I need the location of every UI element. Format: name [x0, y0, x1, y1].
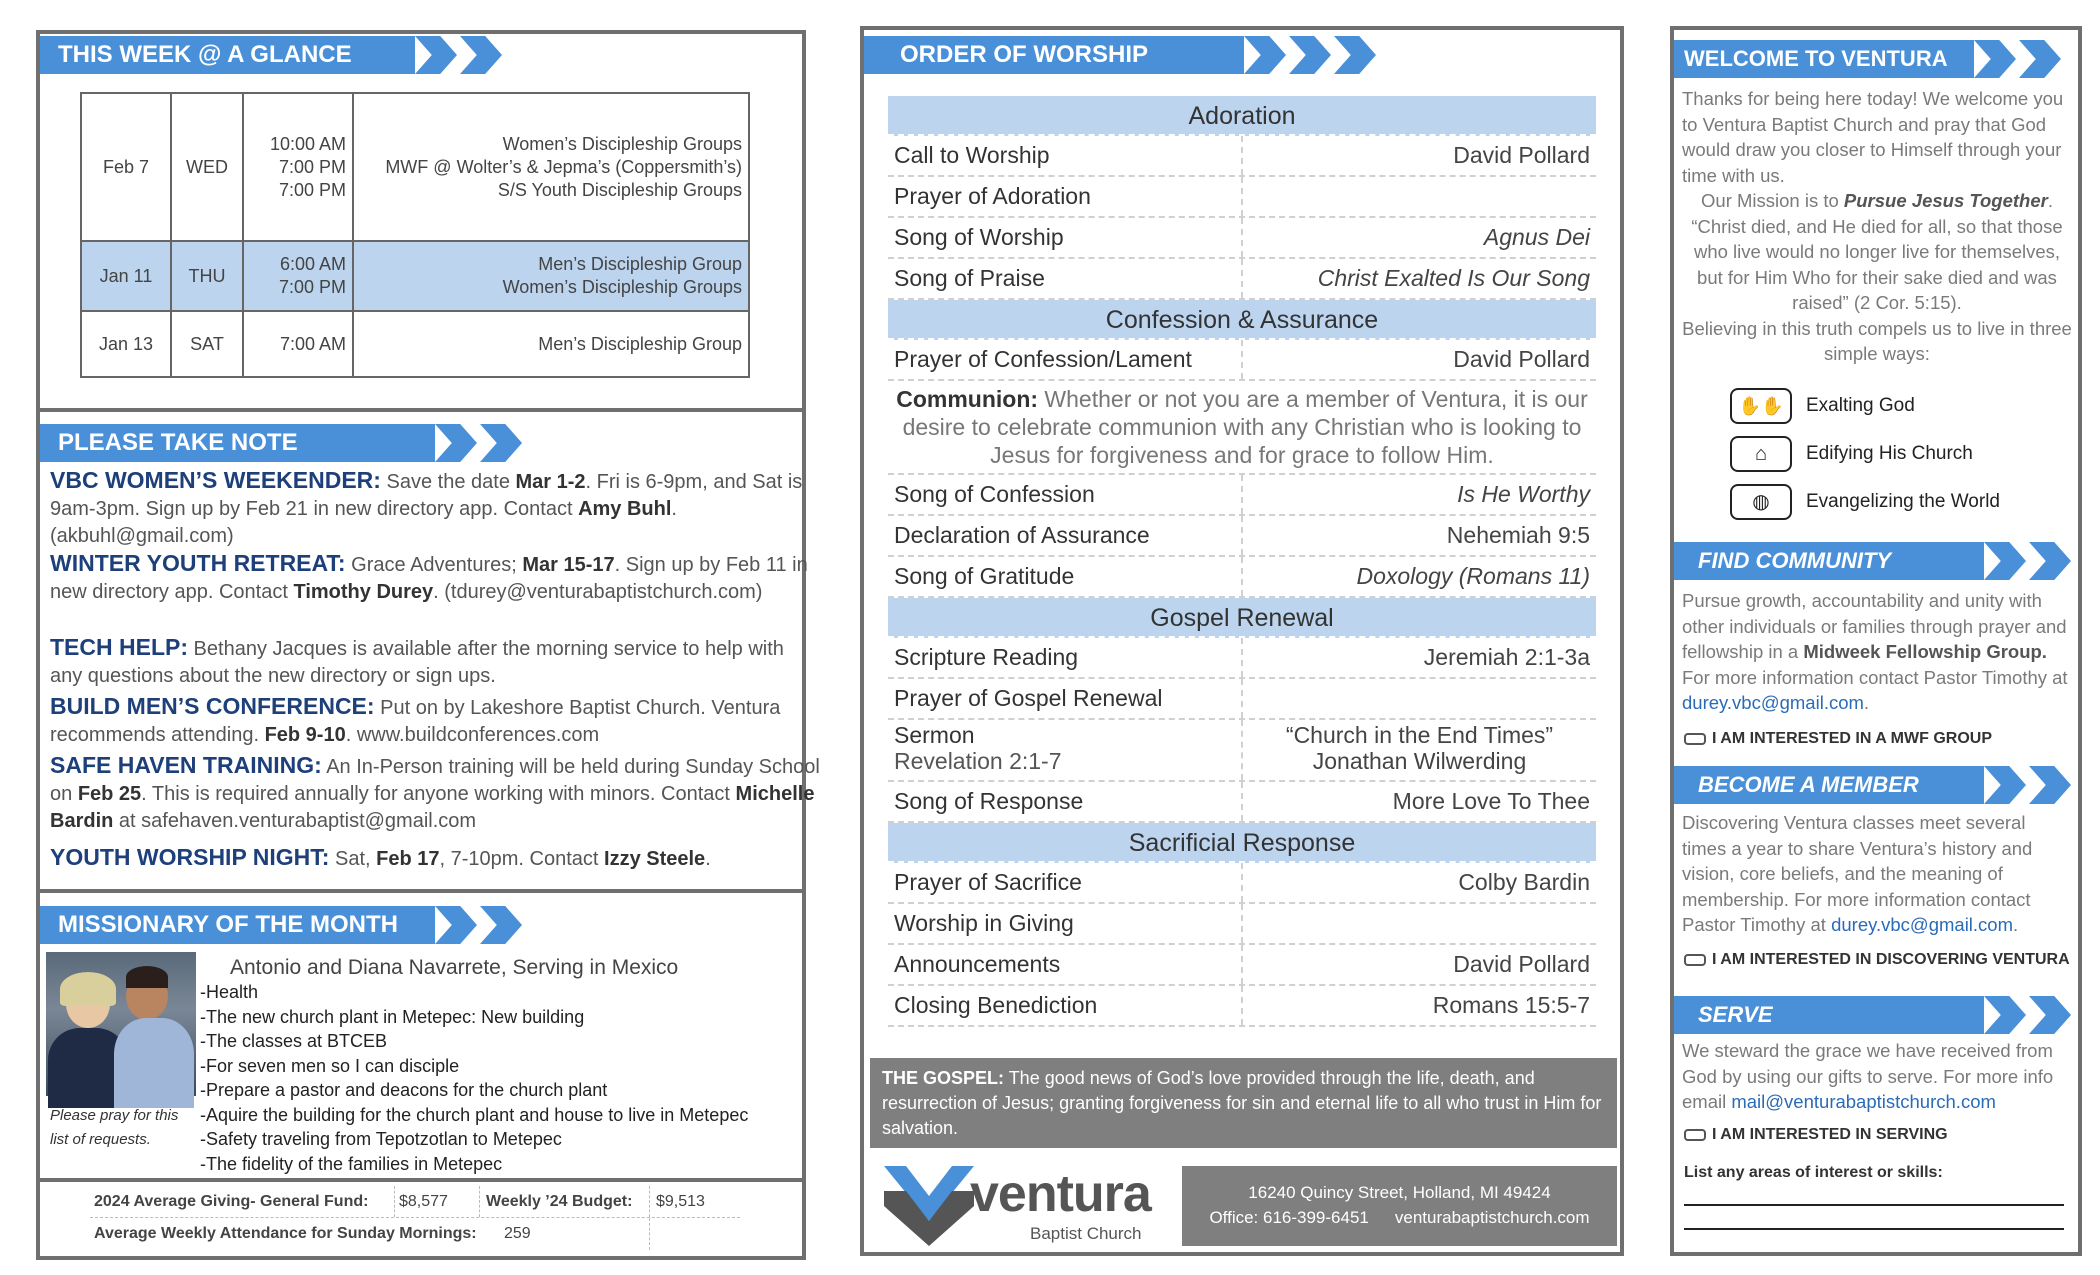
item-value — [1243, 904, 1596, 943]
event: Women’s Discipleship Groups — [502, 277, 742, 297]
way-label: Exalting God — [1806, 395, 1915, 416]
table-row — [81, 93, 749, 241]
serve-title: SERVE — [1698, 1002, 1773, 1027]
mission-bold: Pursue Jesus Together — [1843, 190, 2048, 211]
item-label: Scripture Reading — [888, 638, 1243, 677]
item-value: Nehemiah 9:5 — [1446, 522, 1590, 548]
worship-row — [888, 136, 1596, 177]
worship-header — [864, 36, 1244, 74]
missionary-photo — [46, 952, 196, 1096]
list-item: -The fidelity of the families in Metepec — [200, 1153, 503, 1174]
glance-header — [40, 36, 415, 74]
item-value: Colby Bardin — [1458, 869, 1590, 895]
office-phone: Office: 616-399-6451 — [1209, 1208, 1369, 1227]
member-text — [1682, 810, 2072, 938]
note-text: . Sign up by Feb 11 in new directory app. Contact — [50, 554, 808, 603]
note-text: Bethany Jacques is available after the morning service to help with any questions about the new directory or sign ups. — [50, 638, 784, 687]
item-value: David Pollard — [1453, 951, 1590, 977]
item-value — [1243, 177, 1596, 216]
item-value: Doxology (Romans 11) — [1356, 563, 1590, 589]
community-bold: Midweek Fellowship Group. — [1803, 641, 2047, 662]
item-label: Prayer of Adoration — [888, 177, 1243, 216]
note-text: . This is required annually for anyone working with minors. Contact — [141, 783, 736, 805]
item-label: Song of Praise — [888, 259, 1243, 298]
note-bold: Mar 15-17 — [522, 554, 615, 576]
item-value: Jeremiah 2:1-3a — [1423, 644, 1590, 670]
sermon-title: “Church in the End Times” — [1285, 722, 1554, 748]
table-cell: THU — [171, 241, 243, 311]
gospel-label: THE GOSPEL: — [882, 1068, 1005, 1088]
globe-icon: ◍ — [1730, 484, 1792, 520]
worship-row — [888, 516, 1596, 557]
arrow-icon — [1984, 766, 2026, 804]
communion-label: Communion: — [896, 386, 1039, 412]
item-value: More Love To Thee — [1392, 788, 1590, 814]
note-bold: Izzy Steele — [604, 848, 706, 870]
arrow-icon — [1289, 36, 1331, 74]
divider — [40, 408, 802, 412]
logo-wordmark: ventura — [970, 1165, 1151, 1223]
item-label: Worship in Giving — [888, 904, 1243, 943]
note-text: . www.buildconferences.com — [345, 724, 600, 746]
arrow-icon — [480, 424, 522, 462]
table-row — [81, 241, 749, 311]
checkbox-icon[interactable] — [1684, 733, 1706, 745]
arrow-icon — [435, 906, 477, 944]
item-value: David Pollard — [1453, 142, 1590, 168]
checkbox-icon[interactable] — [1684, 954, 1706, 966]
missionary-header — [40, 906, 435, 944]
note-youth — [50, 844, 820, 873]
sermon-left — [888, 720, 1243, 780]
welcome-text: Thanks for being here today! We welcome you to Ventura Baptist Church and pray that God would draw you closer to Himself through your time with us. — [1682, 88, 2064, 186]
skills-label: List any areas of interest or skills: — [1684, 1164, 1943, 1181]
time: 10:00 AM — [269, 133, 346, 154]
right-panel — [1670, 26, 2082, 1256]
note-text: . (akbuhl@gmail.com) — [50, 498, 677, 547]
attendance-label: Average Weekly Attendance for Sunday Mornings: — [94, 1225, 477, 1242]
note-text: An In-Person training will be held during Sunday School on — [50, 756, 820, 805]
serve-email[interactable]: mail@venturabaptistchurch.com — [1731, 1091, 1996, 1112]
list-item — [1730, 478, 2000, 526]
community-header — [1674, 542, 1984, 580]
table-cell: Feb 7 — [81, 93, 171, 241]
worship-row — [888, 259, 1596, 300]
member-email[interactable]: durey.vbc@gmail.com — [1831, 914, 2014, 935]
item-value — [1243, 679, 1596, 718]
item-label: Declaration of Assurance — [888, 516, 1243, 555]
address: 16240 Quincy Street, Holland, MI 49424 — [1248, 1183, 1551, 1202]
list-item: -Aquire the building for the church plant and house to live in Metepec — [200, 1104, 749, 1125]
table-cell: SAT — [171, 311, 243, 377]
item-label: Closing Benediction — [888, 986, 1243, 1025]
checkbox-icon[interactable] — [1684, 1129, 1706, 1141]
sermon-right — [1243, 720, 1596, 780]
arrow-icon — [480, 906, 522, 944]
note-heading: YOUTH WORSHIP NIGHT: — [50, 844, 330, 870]
arrow-icon — [1974, 40, 2016, 78]
note-weekender — [50, 467, 820, 550]
budget-value: $9,513 — [656, 1193, 705, 1210]
serve-body: We steward the grace we have received from God by using our gifts to serve. For more info email — [1682, 1040, 2054, 1112]
missionary-caption: Please pray for this list of requests. — [50, 1107, 179, 1148]
item-label: Announcements — [888, 945, 1243, 984]
worship-row — [888, 557, 1596, 598]
worship-order — [888, 96, 1596, 1027]
serve-text — [1682, 1038, 2072, 1115]
table-cell: Jan 11 — [81, 241, 171, 311]
skills-line[interactable] — [1684, 1204, 2064, 1206]
worship-row — [888, 904, 1596, 945]
giving-value: $8,577 — [395, 1186, 480, 1217]
welcome-header — [1674, 40, 1974, 78]
note-heading: VBC WOMEN’S WEEKENDER: — [50, 467, 381, 493]
event: MWF @ Wolter’s & Jepma’s (Coppersmith’s) — [385, 156, 742, 177]
arrow-icon — [460, 36, 502, 74]
note-heading: BUILD MEN’S CONFERENCE: — [50, 693, 375, 719]
list-item: -The classes at BTCEB — [200, 1031, 388, 1051]
item-label: Call to Worship — [888, 136, 1243, 175]
skills-line[interactable] — [1684, 1228, 2064, 1230]
worship-row — [888, 782, 1596, 823]
community-text — [1682, 588, 2072, 716]
note-bold: Feb 9-10 — [264, 724, 346, 746]
divider — [40, 889, 802, 893]
member-body: . — [2013, 914, 2019, 935]
arrow-icon — [2029, 766, 2071, 804]
arrow-icon — [2019, 40, 2061, 78]
praise-hands-icon: ✋✋ — [1730, 388, 1792, 424]
ventura-logo — [878, 1164, 1168, 1248]
item-label: Song of Worship — [888, 218, 1243, 257]
missionary-name: Antonio and Diana Navarrete, Serving in Mexico — [230, 956, 679, 979]
budget-label: Weekly ’24 Budget: — [480, 1186, 650, 1217]
community-title: FIND COMMUNITY — [1698, 548, 1892, 573]
giving-table — [90, 1186, 740, 1250]
arrow-icon — [1334, 36, 1376, 74]
community-body: Pursue growth, accountability and unity with other individuals or families through prayer and fellowship in a — [1682, 590, 2067, 662]
item-label: Song of Confession — [888, 475, 1243, 514]
communion-body: Whether or not you are a member of Ventura, it is our desire to celebrate communion with any Christian who is looking to Jesus for forgiveness and for grace to follow Him. — [902, 386, 1588, 468]
mwf-checkbox[interactable] — [1684, 730, 1992, 748]
attendance-value: 259 — [500, 1218, 650, 1250]
worship-row — [888, 340, 1596, 381]
event: Men’s Discipleship Group — [538, 254, 742, 274]
believe-text: Believing in this truth compels us to live in three simple ways: — [1682, 317, 2072, 364]
way-label: Evangelizing the World — [1806, 491, 2000, 512]
missionary-title: MISSIONARY OF THE MONTH — [58, 911, 399, 938]
note-text: Grace Adventures; — [345, 554, 523, 576]
ventura-logo-icon — [884, 1166, 974, 1246]
worship-row — [888, 177, 1596, 218]
member-header — [1674, 766, 1984, 804]
note-build — [50, 693, 820, 749]
sermon-label: Sermon — [894, 722, 975, 748]
list-item: -Prepare a pastor and deacons for the church plant — [200, 1080, 608, 1100]
arrow-icon — [2029, 542, 2071, 580]
sermon-ref: Revelation 2:1-7 — [894, 748, 1062, 774]
arrow-icon — [1244, 36, 1286, 74]
community-email[interactable]: durey.vbc@gmail.com — [1682, 692, 1864, 713]
serve-header — [1674, 996, 1984, 1034]
middle-panel — [860, 26, 1624, 1256]
note-title: PLEASE TAKE NOTE — [58, 429, 298, 456]
note-text: . (tdurey@venturabaptistchurch.com) — [433, 581, 763, 603]
table-cell: WED — [171, 93, 243, 241]
gospel-text: The good news of God’s love provided through the life, death, and resurrection of Jesus; granting forgiveness for sin and eternal life to all who trust in Him for salvation. — [882, 1068, 1602, 1138]
event: S/S Youth Discipleship Groups — [497, 179, 742, 200]
prayer-list — [200, 980, 748, 1176]
arrow-icon — [2029, 996, 2071, 1034]
welcome-title: WELCOME TO VENTURA — [1684, 46, 1948, 71]
note-bold: Michelle Bardin — [50, 783, 815, 832]
note-text: . — [705, 848, 711, 870]
table-cell — [353, 93, 749, 241]
item-value: Is He Worthy — [1457, 481, 1590, 507]
worship-title: ORDER OF WORSHIP — [900, 41, 1149, 68]
worship-row — [888, 679, 1596, 720]
sermon-speaker: Jonathan Wilwerding — [1312, 748, 1527, 774]
note-heading: WINTER YOUTH RETREAT: — [50, 550, 346, 576]
time: 7:00 PM — [278, 156, 346, 177]
list-item: -For seven men so I can disciple — [200, 1055, 460, 1076]
mission-pre: Our Mission is to — [1701, 190, 1844, 211]
note-text: . Fri is 6-9pm, and Sat is 9am-3pm. Sign up by Feb 21 in new directory app. Contact — [50, 471, 803, 520]
note-text: at safehaven.venturabaptist@gmail.com — [113, 810, 477, 832]
checkbox-label: I AM INTERESTED IN A MWF GROUP — [1712, 730, 1992, 747]
worship-row — [888, 218, 1596, 259]
note-heading: TECH HELP: — [50, 634, 188, 660]
table-cell — [243, 241, 353, 311]
worship-row — [888, 475, 1596, 516]
worship-row — [888, 986, 1596, 1027]
list-item — [1730, 382, 2000, 430]
note-haven — [50, 752, 820, 835]
note-tech — [50, 634, 820, 690]
logo-subtitle: Baptist Church — [1030, 1224, 1142, 1243]
worship-row — [888, 638, 1596, 679]
worship-row — [888, 945, 1596, 986]
table-row — [81, 311, 749, 377]
list-item: -Safety traveling from Tepotzotlan to Metepec — [200, 1129, 562, 1149]
note-bold: Mar 1-2 — [515, 471, 586, 493]
communion-text — [888, 381, 1596, 475]
item-value: Christ Exalted Is Our Song — [1317, 265, 1590, 291]
way-label: Edifying His Church — [1806, 443, 1973, 464]
gospel-box — [870, 1058, 1617, 1148]
list-item: -Health — [200, 982, 259, 1002]
contact-box — [1182, 1166, 1617, 1246]
list-item: -The new church plant in Metepec: New building — [200, 1006, 585, 1027]
worship-row — [888, 863, 1596, 904]
section-heading: Confession & Assurance — [888, 300, 1596, 340]
serve-checkbox[interactable] — [1684, 1126, 1948, 1144]
member-body: Discovering Ventura classes meet several times a year to share Ventura’s history and vision, core beliefs, and the meaning of membership. For more information contact Pastor Timothy at — [1682, 812, 2033, 935]
member-title: BECOME A MEMBER — [1698, 772, 1919, 797]
note-bold: Timothy Durey — [293, 581, 434, 603]
ways-list — [1730, 382, 2000, 526]
website: venturabaptistchurch.com — [1394, 1208, 1590, 1227]
note-text: Sat, — [329, 848, 377, 870]
checkbox-label: I AM INTERESTED IN SERVING — [1712, 1126, 1948, 1143]
section-heading: Sacrificial Response — [888, 823, 1596, 863]
note-bold: Feb 25 — [77, 783, 142, 805]
left-panel — [36, 30, 820, 1260]
item-label: Prayer of Gospel Renewal — [888, 679, 1243, 718]
note-bold: Feb 17 — [376, 848, 440, 870]
time: 7:00 PM — [278, 277, 346, 297]
note-heading: SAFE HAVEN TRAINING: — [50, 752, 322, 778]
checkbox-label: I AM INTERESTED IN DISCOVERING VENTURA — [1712, 951, 2070, 968]
arrow-icon — [435, 424, 477, 462]
mission-text — [1682, 188, 2072, 367]
divider — [40, 1178, 802, 1182]
table-cell: Jan 13 — [81, 311, 171, 377]
giving-label: 2024 Average Giving- General Fund: — [90, 1186, 395, 1217]
list-item — [1730, 430, 2000, 478]
note-text: Save the date — [380, 471, 516, 493]
note-text: , 7-10pm. Contact — [439, 848, 605, 870]
sermon-row — [888, 720, 1596, 782]
item-label: Prayer of Sacrifice — [888, 863, 1243, 902]
discover-checkbox[interactable] — [1684, 951, 2070, 969]
item-label: Song of Gratitude — [888, 557, 1243, 596]
item-value: Romans 15:5-7 — [1432, 992, 1590, 1018]
arrow-icon — [415, 36, 457, 74]
arrow-icon — [1984, 996, 2026, 1034]
time: 7:00 PM — [278, 179, 346, 200]
note-header — [40, 424, 435, 462]
church-icon: ⌂ — [1730, 436, 1792, 472]
community-body: For more information contact Pastor Timothy at — [1682, 666, 2068, 688]
item-label: Song of Response — [888, 782, 1243, 821]
time: 6:00 AM — [279, 254, 346, 274]
item-value: Agnus Dei — [1483, 224, 1590, 250]
event: Women’s Discipleship Groups — [502, 133, 742, 154]
table-cell: Men’s Discipleship Group — [353, 311, 749, 377]
arrow-icon — [1984, 542, 2026, 580]
scripture-quote: “Christ died, and He died for all, so that those who live would no longer live for themselves, but for Him Who for their sake died and was raised” (2 Cor. 5:15). — [1691, 215, 2063, 313]
item-label: Prayer of Confession/Lament — [888, 340, 1243, 379]
mission-post: . — [2047, 190, 2053, 211]
note-text: Put on by Lakeshore Baptist Church. Ventura recommends attending. — [50, 697, 781, 746]
note-bold: Amy Buhl — [578, 498, 672, 520]
table-cell — [243, 93, 353, 241]
glance-table — [80, 92, 750, 378]
section-heading: Gospel Renewal — [888, 598, 1596, 638]
note-retreat — [50, 550, 820, 606]
community-body: . — [1863, 692, 1870, 713]
item-value: David Pollard — [1453, 346, 1590, 372]
section-heading: Adoration — [888, 96, 1596, 136]
table-cell — [353, 241, 749, 311]
table-cell: 7:00 AM — [243, 311, 353, 377]
glance-title: THIS WEEK @ A GLANCE — [58, 41, 352, 68]
